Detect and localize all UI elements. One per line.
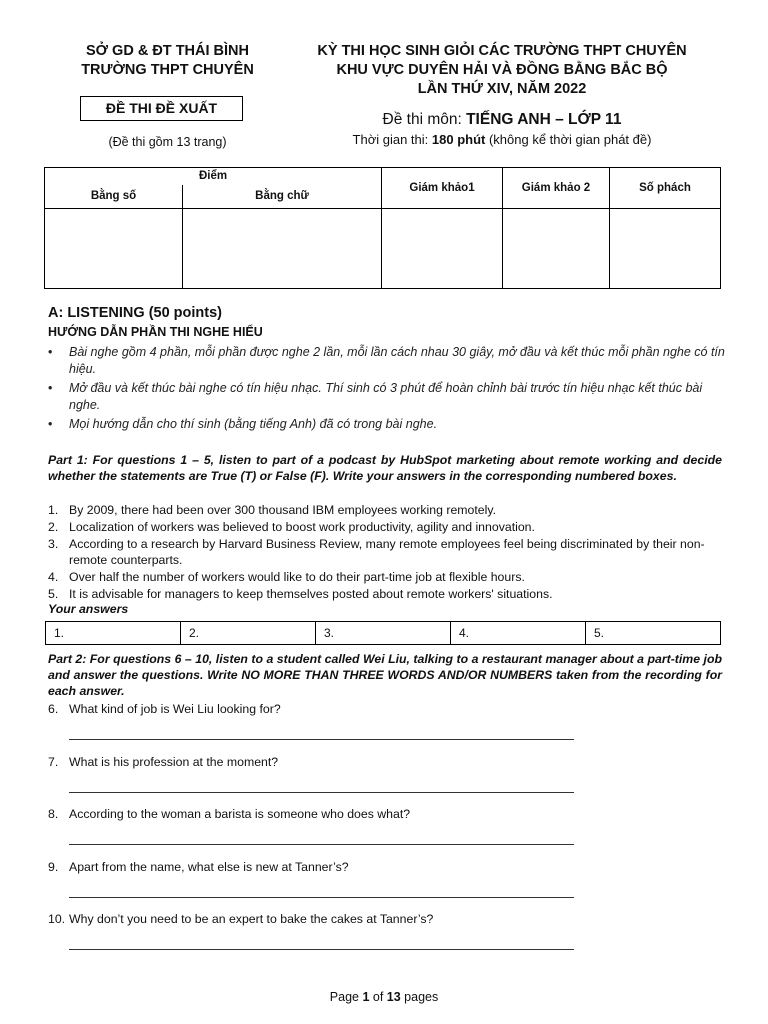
- question-number: 6.: [48, 702, 59, 716]
- answer-cell-2[interactable]: 2.: [181, 622, 316, 645]
- answer-cell-5[interactable]: 5.: [586, 622, 721, 645]
- subject-name: TIẾNG ANH – LỚP 11: [466, 111, 622, 128]
- duration-suffix: (không kể thời gian phát đề): [485, 132, 652, 147]
- score-header: Điểm: [45, 168, 382, 185]
- bullet-icon: •: [48, 417, 53, 431]
- page-number: 1: [362, 990, 370, 1004]
- statement-text: According to a research by Harvard Business Review, many remote employees feel being discriminated by their non-remote counterparts.: [69, 536, 705, 568]
- answer-line[interactable]: [69, 844, 574, 845]
- your-answers-label: Your answers: [48, 602, 129, 616]
- question: [48, 912, 668, 926]
- question-text: What is his profession at the moment?: [69, 755, 279, 769]
- question-text: According to the woman a barista is someone who does what?: [69, 807, 411, 821]
- statement-text: Localization of workers was believed to boost work productivity, agility and innovation.: [69, 519, 535, 534]
- statement-text: By 2009, there had been over 300 thousand IBM employees working remotely.: [69, 503, 496, 517]
- question: [48, 807, 668, 821]
- answer-cell-4[interactable]: 4.: [451, 622, 586, 645]
- statement: [48, 569, 724, 586]
- score-digits-header: Bằng số: [45, 185, 183, 209]
- answer-line[interactable]: [69, 897, 574, 898]
- question-number: 7.: [48, 755, 59, 769]
- question: [48, 702, 668, 716]
- footer-of: of: [369, 990, 387, 1004]
- guide-list: [48, 344, 728, 435]
- score-words-cell[interactable]: [183, 209, 382, 289]
- exam-title: [282, 42, 722, 99]
- question-text: Apart from the name, what else is new at Tanner’s?: [69, 860, 349, 874]
- department-name: SỞ GD & ĐT THÁI BÌNH: [85, 43, 249, 59]
- guide-item: [48, 416, 728, 433]
- footer-prefix: Page: [329, 990, 363, 1004]
- statement-number: 2.: [48, 519, 59, 534]
- statement-number: 4.: [48, 570, 59, 585]
- candidate-code-header: Số phách: [610, 168, 721, 209]
- exam-title-line: LẦN THỨ XIV, NĂM 2022: [417, 81, 587, 97]
- question: [48, 755, 668, 769]
- answer-line[interactable]: [69, 949, 574, 950]
- statement: [48, 586, 724, 603]
- guide-text: Bài nghe gồm 4 phần, mỗi phần được nghe 2 lần, mỗi lần cách nhau 30 giây, mở đầu và kết thúc mỗi phần nghe có tín hiệu.: [69, 345, 725, 376]
- duration-value: 180 phút: [431, 132, 486, 147]
- exam-title-line: KHU VỰC DUYÊN HẢI VÀ ĐỒNG BẰNG BẮC BỘ: [336, 62, 668, 78]
- answers-table: [45, 621, 721, 645]
- duration-line: [282, 132, 722, 147]
- footer-suffix: pages: [400, 990, 439, 1004]
- answer-cell-1[interactable]: 1.: [46, 622, 181, 645]
- page-footer: [0, 990, 768, 1004]
- guide-text: Mở đầu và kết thúc bài nghe có tín hiệu nhạc. Thí sinh có 3 phút để hoàn chỉnh bài trước tín hiệu nhạc kết thúc bài nghe.: [69, 381, 703, 412]
- examiner2-header: Giám khảo 2: [503, 168, 610, 209]
- examiner1-header: Giám khảo1: [382, 168, 503, 209]
- candidate-code-cell[interactable]: [610, 209, 721, 289]
- guide-text: Mọi hướng dẫn cho thí sinh (bằng tiếng Anh) đã có trong bài nghe.: [69, 417, 438, 431]
- guide-title: HƯỚNG DẪN PHẦN THI NGHE HIỂU: [48, 325, 263, 339]
- bullet-icon: •: [48, 345, 53, 359]
- part1-instruction: Part 1: For questions 1 – 5, listen to part of a podcast by HubSpot marketing about remote working and decide whether the statements are True (T) or False (F). Write your answers in the corresponding numbered boxes.: [48, 453, 722, 483]
- subject-prefix: Đề thi môn:: [382, 111, 467, 128]
- score-table: [44, 167, 721, 289]
- statement-number: 3.: [48, 536, 59, 551]
- school-name: TRƯỜNG THPT CHUYÊN: [81, 62, 254, 78]
- question-number: 10.: [48, 912, 66, 926]
- statement-number: 5.: [48, 586, 59, 601]
- statement-text: It is advisable for managers to keep themselves posted about remote workers' situations.: [69, 586, 553, 601]
- statement: [48, 502, 724, 519]
- answer-cell-3[interactable]: 3.: [316, 622, 451, 645]
- statement: [48, 536, 724, 570]
- section-title: A: LISTENING (50 points): [48, 305, 222, 321]
- guide-item: [48, 380, 728, 414]
- score-words-header: Bằng chữ: [183, 185, 382, 209]
- duration-prefix: Thời gian thi:: [352, 132, 432, 147]
- guide-item: [48, 344, 728, 378]
- bullet-icon: •: [48, 381, 53, 395]
- answer-line[interactable]: [69, 792, 574, 793]
- part1-statements: [48, 502, 724, 603]
- subject-line: [282, 111, 722, 129]
- examiner2-cell[interactable]: [503, 209, 610, 289]
- score-digits-cell[interactable]: [45, 209, 183, 289]
- page-total: 13: [386, 990, 401, 1004]
- examiner1-cell[interactable]: [382, 209, 503, 289]
- question-text: What kind of job is Wei Liu looking for?: [69, 702, 281, 716]
- school-header: [50, 42, 285, 80]
- question-number: 9.: [48, 860, 59, 874]
- answer-line[interactable]: [69, 739, 574, 740]
- exam-title-line: KỲ THI HỌC SINH GIỎI CÁC TRƯỜNG THPT CHUYÊN: [317, 43, 687, 59]
- question: [48, 860, 668, 874]
- pages-note: (Đề thi gồm 13 trang): [108, 135, 227, 149]
- part2-instruction: Part 2: For questions 6 – 10, listen to a student called Wei Liu, talking to a restaurant manager about a part-time job and answer the questions. Write NO MORE THAN THREE WORDS AND/OR NUMBERS taken from the recording for each answer.: [48, 652, 722, 698]
- proposal-box: ĐỀ THI ĐỀ XUẤT: [80, 96, 243, 121]
- question-number: 8.: [48, 807, 59, 821]
- statement: [48, 519, 724, 536]
- statement-number: 1.: [48, 503, 59, 517]
- statement-text: Over half the number of workers would like to do their part-time job at flexible hours.: [69, 570, 525, 585]
- question-text: Why don’t you need to be an expert to bake the cakes at Tanner’s?: [69, 912, 434, 926]
